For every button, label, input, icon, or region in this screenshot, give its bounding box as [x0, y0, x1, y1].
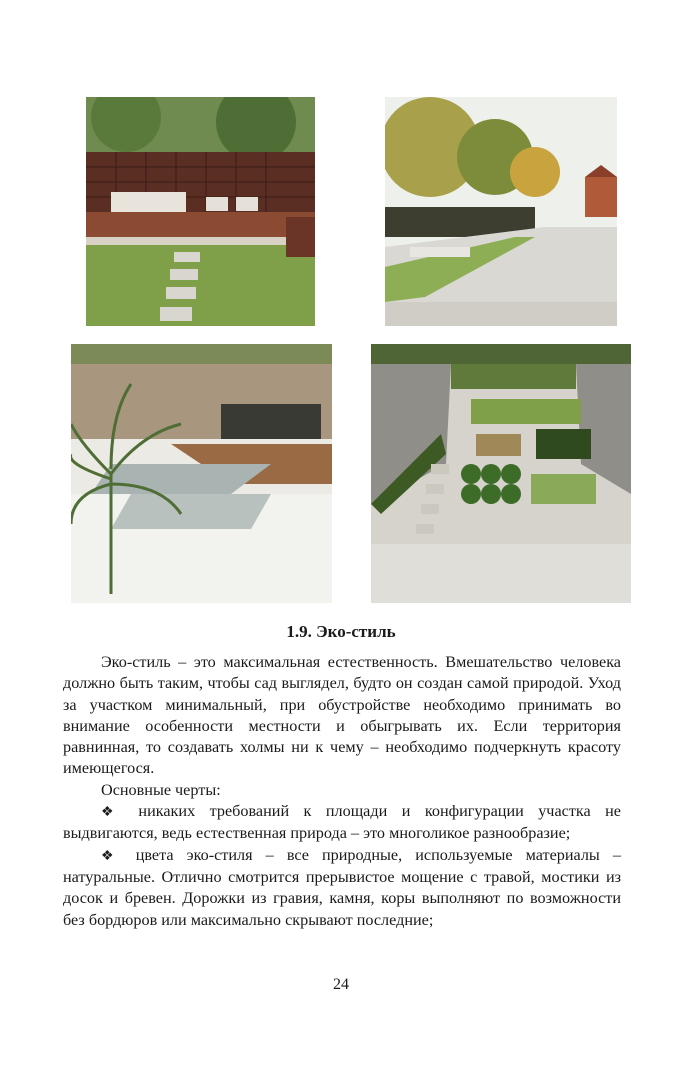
page-number: 24: [333, 976, 349, 993]
bullet-text: никаких требований к площади и конфигурации участка не выдвигаются, ведь естественная природа – это многоликое разнообразие;: [63, 802, 621, 843]
garden-photo-trees-paving: [385, 97, 617, 326]
garden-photo-deck-water: [71, 344, 332, 603]
intro-paragraph: Эко-стиль – это максимальная естественность. Вмешательство человека должно быть таким, чтобы сад выглядел, будто он создан самой природой. Уход за участком минимальный, при обустройстве необходимо принимать во внимание особенности местности и обыгрывать их. Если территория равнинная, то создавать холмы ни к чему – необходимо подчеркнуть красоту имеющегося.: [63, 653, 621, 778]
bullet-item: [63, 845, 621, 931]
bullet-icon: ❖: [101, 848, 123, 864]
features-label: Основные черты:: [101, 780, 221, 799]
garden-photo-walled-hedges: [371, 344, 631, 603]
bullet-item: [63, 801, 621, 845]
bullet-text: цвета эко-стиля – все природные, используемые материалы – натуральные. Отлично смотрится прерывистое мощение с травой, мостики из досок и бревен. Дорожки из гравия, камня, коры выполняют по возможности без бордюров или максимально скрывают последние;: [63, 845, 621, 929]
section-title: 1.9. Эко-стиль: [286, 622, 396, 641]
bullet-icon: ❖: [101, 805, 124, 821]
body-text: [63, 652, 621, 931]
garden-photo-patio-lawn: [86, 97, 315, 326]
